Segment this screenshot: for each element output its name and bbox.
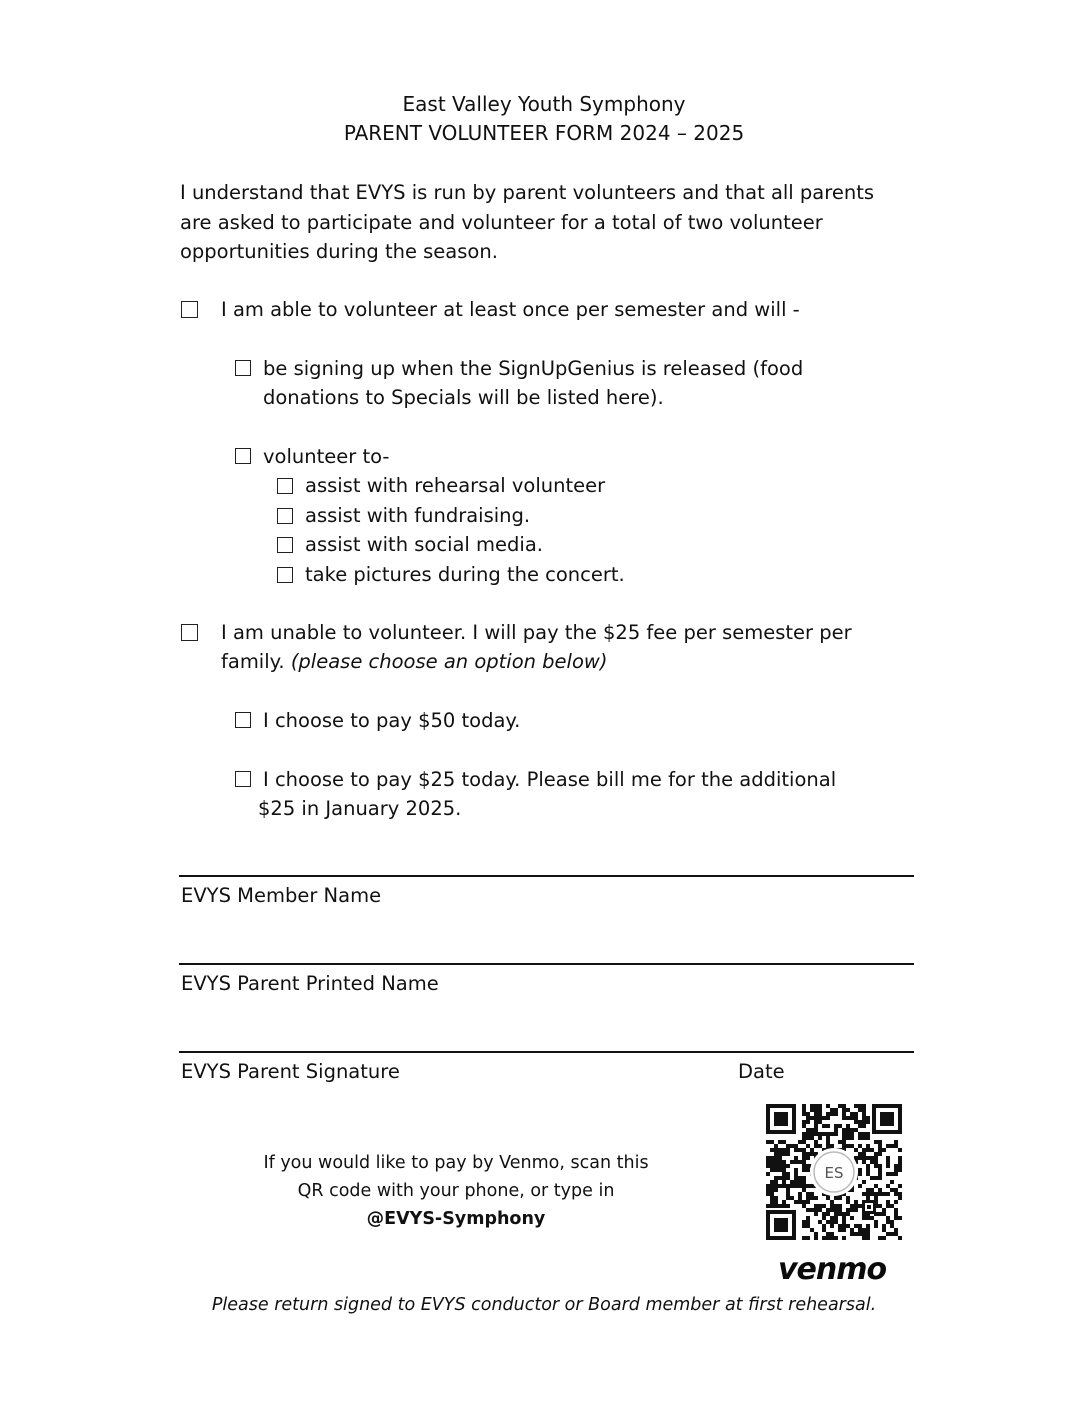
choose-option-hint: (please choose an option below) xyxy=(290,650,608,673)
venmo-line-1: If you would like to pay by Venmo, scan this xyxy=(263,1153,649,1173)
unable-volunteer-line-1: I am unable to volunteer. I will pay the $25 fee per semester per xyxy=(221,621,852,644)
volunteer-to-checkbox[interactable] xyxy=(235,448,251,464)
pay-half-checkbox[interactable] xyxy=(235,771,251,787)
parent-signature-label: EVYS Parent Signature xyxy=(181,1060,400,1083)
pay-half-line-1: I choose to pay $25 today. Please bill me for the additional xyxy=(263,768,837,791)
volunteer-to-label: volunteer to- xyxy=(263,445,390,468)
social-media-checkbox[interactable] xyxy=(277,537,293,553)
form-title: PARENT VOLUNTEER FORM 2024 – 2025 xyxy=(343,121,745,145)
venmo-qr-code-icon[interactable] xyxy=(766,1104,902,1240)
qr-center-initials: ES xyxy=(824,1164,844,1182)
rehearsal-volunteer-label: assist with rehearsal volunteer xyxy=(305,474,606,497)
venmo-instructions xyxy=(246,1149,666,1233)
concert-pictures-label: take pictures during the concert. xyxy=(305,563,625,586)
pay-full-label: I choose to pay $50 today. xyxy=(263,709,521,732)
intro-paragraph xyxy=(180,178,900,267)
volunteer-checkbox[interactable] xyxy=(181,301,198,318)
venmo-logo: venmo xyxy=(778,1252,887,1287)
signup-checkbox[interactable] xyxy=(235,360,251,376)
pay-half-line-2: $25 in January 2025. xyxy=(258,797,462,820)
return-instructions: Please return signed to EVYS conductor or Board member at first rehearsal. xyxy=(211,1295,877,1315)
intro-line-1: I understand that EVYS is run by parent volunteers and that all parents xyxy=(180,181,875,204)
rehearsal-volunteer-checkbox[interactable] xyxy=(277,478,293,494)
date-label: Date xyxy=(738,1060,785,1083)
pay-full-checkbox[interactable] xyxy=(235,712,251,728)
org-name: East Valley Youth Symphony xyxy=(402,92,686,116)
parent-printed-name-line[interactable] xyxy=(179,963,914,965)
concert-pictures-checkbox[interactable] xyxy=(277,567,293,583)
fundraising-label: assist with fundraising. xyxy=(305,504,531,527)
venmo-handle: @EVYS-Symphony xyxy=(366,1209,546,1229)
venmo-line-2: QR code with your phone, or type in xyxy=(297,1181,615,1201)
social-media-label: assist with social media. xyxy=(305,533,543,556)
fundraising-checkbox[interactable] xyxy=(277,508,293,524)
unable-volunteer-line-2-prefix: family. xyxy=(221,650,291,673)
member-name-line[interactable] xyxy=(179,875,914,877)
signup-line-1: be signing up when the SignUpGenius is released (food xyxy=(263,357,804,380)
member-name-label: EVYS Member Name xyxy=(181,884,382,907)
intro-line-2: are asked to participate and volunteer for a total of two volunteer xyxy=(180,210,823,234)
unable-volunteer-line-2 xyxy=(221,647,607,677)
parent-printed-name-label: EVYS Parent Printed Name xyxy=(181,972,439,995)
volunteer-option-label: I am able to volunteer at least once per semester and will - xyxy=(221,298,800,321)
signup-line-2: donations to Specials will be listed here). xyxy=(263,386,664,409)
unable-volunteer-checkbox[interactable] xyxy=(181,624,198,641)
intro-line-3: opportunities during the season. xyxy=(180,240,498,263)
parent-signature-line[interactable] xyxy=(179,1051,914,1053)
